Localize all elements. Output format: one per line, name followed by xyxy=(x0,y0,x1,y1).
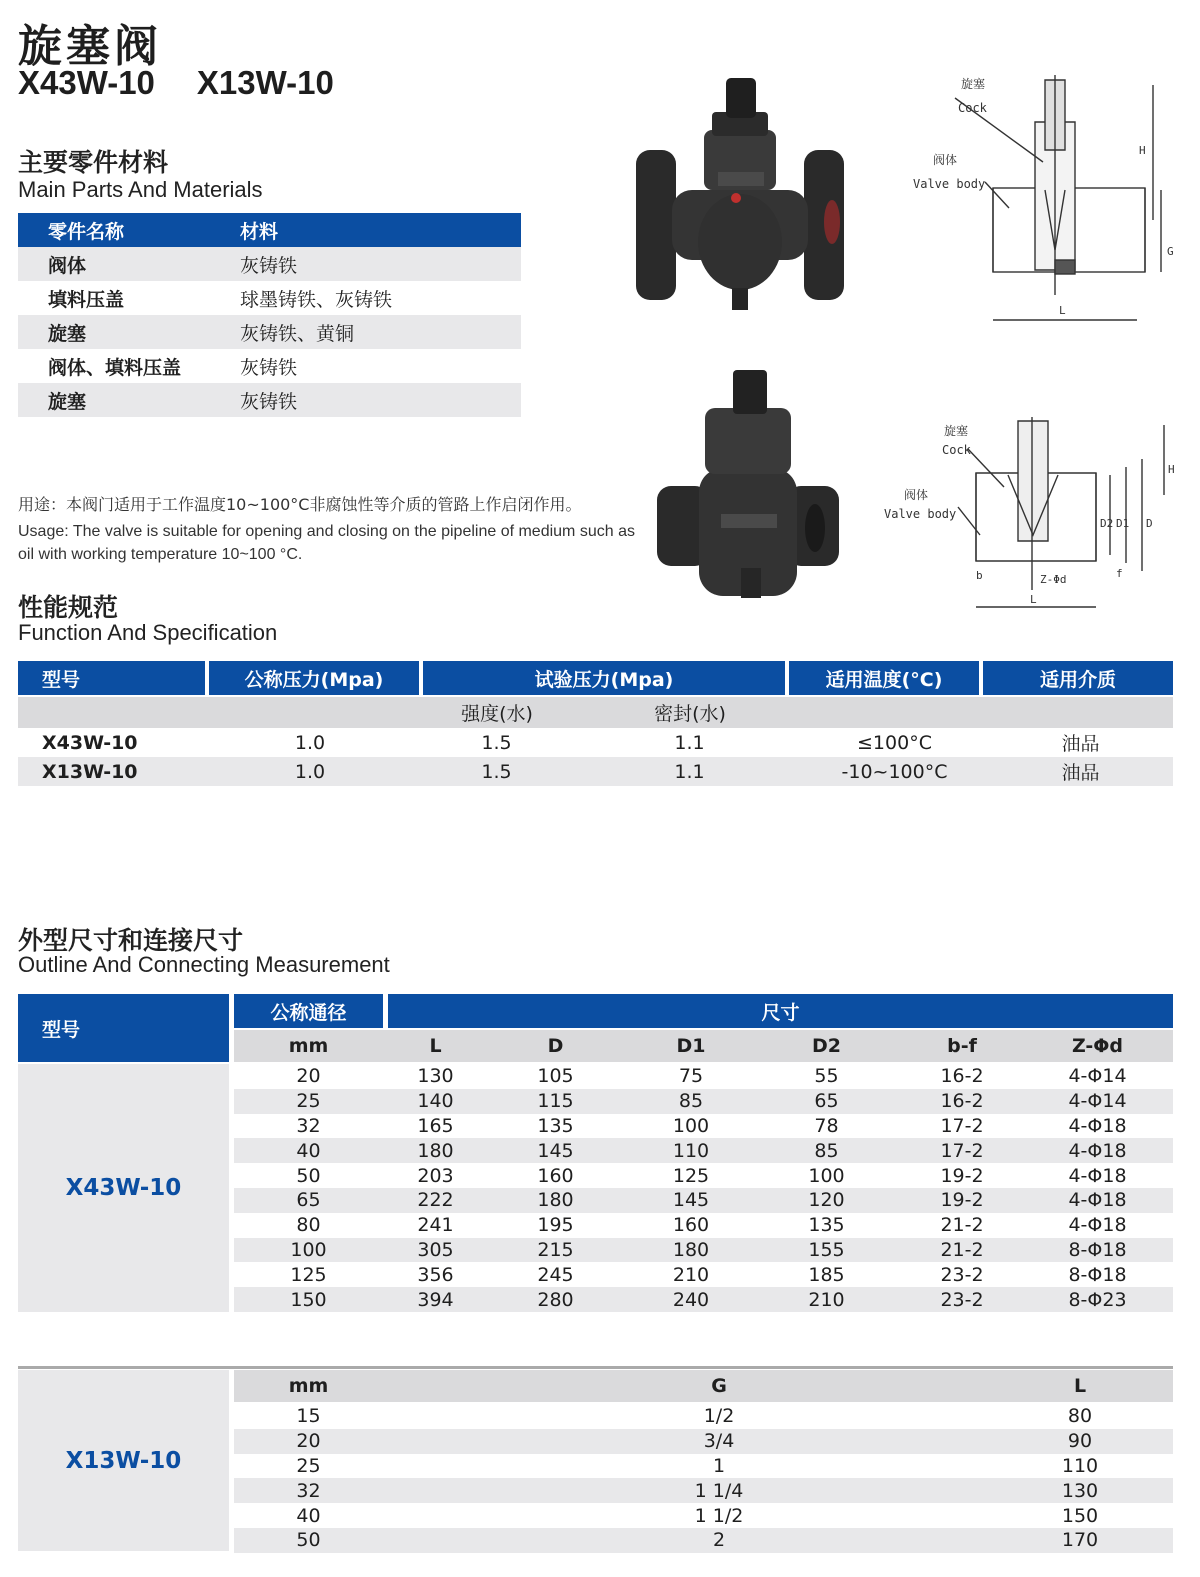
temperature: -10~100°C xyxy=(841,760,948,783)
d2-cell: 120 xyxy=(808,1189,845,1212)
flanged-plug-valve-photo xyxy=(632,72,847,317)
threaded-plug-valve-photo xyxy=(655,368,840,608)
d-cell: 245 xyxy=(537,1263,574,1286)
column-header: mm xyxy=(288,1035,329,1057)
zd-cell: 4-Φ18 xyxy=(1068,1189,1127,1212)
dn-cell: 15 xyxy=(296,1405,321,1428)
column-header: 材料 xyxy=(240,220,279,243)
d-cell: 160 xyxy=(537,1164,574,1187)
medium: 油品 xyxy=(1061,762,1100,784)
table-row xyxy=(18,728,1173,757)
g-cell: 3/4 xyxy=(703,1430,735,1453)
dn-cell: 50 xyxy=(296,1164,321,1187)
table-row xyxy=(18,349,521,383)
d1-cell: 210 xyxy=(672,1263,710,1286)
table-row xyxy=(234,1262,1173,1287)
materials-title-cn: 主要零件材料 xyxy=(18,148,169,177)
material: 球墨铸铁、灰铸铁 xyxy=(240,288,393,311)
drawing-dim-d: D xyxy=(1146,517,1153,530)
bf-cell: 17-2 xyxy=(940,1114,984,1137)
flanged-valve-drawing xyxy=(905,70,1185,335)
g-cell: 2 xyxy=(712,1529,726,1552)
bf-cell: 16-2 xyxy=(940,1090,984,1113)
page-title: 旋塞阀 xyxy=(18,21,162,72)
size-header: 尺寸 xyxy=(388,994,1173,1028)
model-a: X43W-10 xyxy=(18,64,155,101)
d2-cell: 78 xyxy=(814,1114,839,1137)
dn-cell: 32 xyxy=(296,1479,321,1502)
thread-table-body xyxy=(234,1404,1173,1553)
drawing-label-body-cn: 阀体 xyxy=(933,153,958,167)
column-header: L xyxy=(429,1035,442,1057)
zd-cell: 4-Φ18 xyxy=(1068,1139,1127,1162)
drawing-label-cock-cn: 旋塞 xyxy=(961,77,986,91)
d1-cell: 75 xyxy=(678,1065,704,1088)
outline-column-row xyxy=(234,1030,1173,1062)
drawing-label-cock-en: Cock xyxy=(942,443,971,457)
column-header: b-f xyxy=(947,1035,977,1057)
g-cell: 1 1/4 xyxy=(694,1479,744,1502)
dn-cell: 80 xyxy=(296,1214,321,1237)
zd-cell: 8-Φ18 xyxy=(1068,1238,1127,1261)
bf-cell: 23-2 xyxy=(940,1263,984,1286)
table-row xyxy=(234,1404,1173,1429)
materials-header-row xyxy=(18,213,521,247)
dn-cell: 32 xyxy=(296,1114,321,1137)
d1-cell: 110 xyxy=(672,1139,710,1162)
column-header: G xyxy=(711,1375,727,1397)
table-row xyxy=(234,1287,1173,1312)
table-row xyxy=(18,383,521,417)
nominal-pressure: 1.0 xyxy=(294,760,326,783)
d2-cell: 65 xyxy=(814,1090,839,1113)
l-cell: 305 xyxy=(417,1238,454,1261)
table-row xyxy=(234,1188,1173,1213)
l-cell: 394 xyxy=(417,1288,454,1311)
dn-cell: 40 xyxy=(296,1504,321,1527)
table-row xyxy=(18,315,521,349)
spec-table xyxy=(18,661,1173,786)
d-cell: 195 xyxy=(537,1214,574,1237)
d1-cell: 85 xyxy=(678,1090,704,1113)
bf-cell: 19-2 xyxy=(940,1164,984,1187)
drawing-label-body-cn: 阀体 xyxy=(904,488,929,502)
column-header: mm xyxy=(288,1375,329,1397)
drawing-label-cock-cn: 旋塞 xyxy=(944,424,969,438)
material: 灰铸铁、黄铜 xyxy=(240,322,355,345)
d2-cell: 100 xyxy=(808,1164,845,1187)
outline-title-en: Outline And Connecting Measurement xyxy=(18,952,390,977)
drawing-dim-d1: D1 xyxy=(1116,517,1130,530)
g-cell: 1 xyxy=(712,1454,726,1477)
drawing-dim-l: L xyxy=(1059,304,1066,317)
drawing-label-body-en: Valve body xyxy=(884,507,957,521)
table-row xyxy=(234,1454,1173,1479)
bf-cell: 21-2 xyxy=(940,1214,984,1237)
nominal-pressure: 1.0 xyxy=(294,731,326,754)
drawing-dim-f: f xyxy=(1116,567,1123,580)
table-row xyxy=(234,1429,1173,1454)
table-row xyxy=(234,1503,1173,1528)
model-cell: X13W-10 xyxy=(42,760,138,783)
model-header: 型号 xyxy=(18,994,229,1062)
d-cell: 180 xyxy=(537,1189,574,1212)
dn-cell: 150 xyxy=(290,1288,327,1311)
model-numbers xyxy=(18,64,334,102)
dn-cell: 50 xyxy=(296,1529,321,1552)
strength-pressure: 1.5 xyxy=(481,760,512,783)
d-cell: 135 xyxy=(537,1114,574,1137)
seal-pressure: 1.1 xyxy=(674,731,705,754)
column-header: 型号 xyxy=(18,661,205,695)
dn-cell: 25 xyxy=(296,1090,321,1113)
spec-title-cn: 性能规范 xyxy=(18,593,119,622)
table-row xyxy=(234,1089,1173,1114)
d1-cell: 125 xyxy=(672,1164,710,1187)
model-cell: X43W-10 xyxy=(42,731,138,754)
d-cell: 145 xyxy=(537,1139,574,1162)
l-cell: 222 xyxy=(417,1189,454,1212)
table-row xyxy=(234,1064,1173,1089)
l-cell: 203 xyxy=(417,1164,454,1187)
outline-title-cn: 外型尺寸和连接尺寸 xyxy=(18,926,244,955)
d-cell: 105 xyxy=(537,1065,574,1088)
d-cell: 115 xyxy=(537,1090,574,1113)
l-cell: 165 xyxy=(417,1114,454,1137)
zd-cell: 8-Φ18 xyxy=(1068,1263,1127,1286)
l-cell: 90 xyxy=(1067,1430,1093,1453)
threaded-valve-drawing xyxy=(880,415,1185,620)
materials-table xyxy=(18,213,521,417)
g-cell: 1/2 xyxy=(703,1405,735,1428)
d1-cell: 100 xyxy=(672,1114,710,1137)
dn-cell: 20 xyxy=(296,1430,321,1453)
column-header: 适用介质 xyxy=(983,661,1173,695)
strength-pressure: 1.5 xyxy=(481,731,512,754)
bf-cell: 19-2 xyxy=(940,1189,984,1212)
d1-cell: 180 xyxy=(672,1238,710,1261)
table-row xyxy=(234,1238,1173,1263)
drawing-dim-h: H xyxy=(1168,463,1175,476)
d1-cell: 145 xyxy=(672,1189,710,1212)
column-header: 试验压力(Mpa) xyxy=(423,661,785,695)
table-row xyxy=(234,1114,1173,1139)
d1-cell: 240 xyxy=(672,1288,710,1311)
subheader-seal: 密封(水) xyxy=(654,703,726,725)
l-cell: 80 xyxy=(1067,1405,1093,1428)
d1-cell: 160 xyxy=(672,1214,710,1237)
column-header: D1 xyxy=(676,1035,706,1057)
bf-cell: 23-2 xyxy=(940,1288,984,1311)
zd-cell: 4-Φ18 xyxy=(1068,1114,1127,1137)
drawing-label-body-en: Valve body xyxy=(913,177,986,191)
table-row xyxy=(234,1528,1173,1553)
d2-cell: 85 xyxy=(814,1139,839,1162)
dn-cell: 100 xyxy=(290,1238,327,1261)
zd-cell: 4-Φ18 xyxy=(1068,1164,1127,1187)
dn-cell: 40 xyxy=(296,1139,321,1162)
bf-cell: 17-2 xyxy=(940,1139,984,1162)
table-row xyxy=(234,1138,1173,1163)
table-row xyxy=(18,247,521,281)
column-header: 零件名称 xyxy=(48,220,125,243)
l-cell: 356 xyxy=(417,1263,454,1286)
d-cell: 280 xyxy=(537,1288,574,1311)
column-header: 适用温度(°C) xyxy=(789,661,979,695)
dn-cell: 25 xyxy=(296,1454,321,1477)
column-header: D2 xyxy=(812,1035,841,1057)
drawing-dim-z-phid: Z-Φd xyxy=(1040,573,1067,586)
part-name: 旋塞 xyxy=(48,390,87,413)
drawing-dim-l: L xyxy=(1030,593,1037,606)
table-row xyxy=(234,1213,1173,1238)
l-cell: 130 xyxy=(417,1065,454,1088)
d2-cell: 155 xyxy=(808,1238,845,1261)
column-header: D xyxy=(547,1035,564,1057)
spec-subheader-row xyxy=(18,697,1173,728)
part-name: 阀体、填料压盖 xyxy=(48,356,182,379)
table-row xyxy=(234,1478,1173,1503)
outline-table-body xyxy=(234,1064,1173,1312)
material: 灰铸铁 xyxy=(240,254,298,277)
drawing-label-cock-en: Cock xyxy=(958,101,987,115)
zd-cell: 4-Φ18 xyxy=(1068,1214,1127,1237)
drawing-dim-g: G xyxy=(1167,245,1174,258)
bf-cell: 16-2 xyxy=(940,1065,984,1088)
part-name: 旋塞 xyxy=(48,322,87,345)
temperature: ≤100°C xyxy=(857,731,932,754)
material: 灰铸铁 xyxy=(240,356,298,379)
column-header: 公称压力(Mpa) xyxy=(209,661,419,695)
dn-cell: 65 xyxy=(296,1189,321,1212)
outline-model-cell: X43W-10 xyxy=(18,1064,229,1312)
l-cell: 180 xyxy=(417,1139,454,1162)
medium: 油品 xyxy=(1061,733,1100,755)
drawing-dim-d2: D2 xyxy=(1100,517,1114,530)
part-name: 填料压盖 xyxy=(48,288,125,311)
section-divider xyxy=(18,1366,1173,1369)
dn-cell: 20 xyxy=(296,1065,321,1088)
spec-header-row xyxy=(18,661,1173,695)
seal-pressure: 1.1 xyxy=(674,760,705,783)
table-row xyxy=(18,281,521,315)
d2-cell: 185 xyxy=(808,1263,845,1286)
l-cell: 140 xyxy=(417,1090,454,1113)
part-name: 阀体 xyxy=(48,254,87,277)
thread-column-row xyxy=(234,1370,1173,1402)
thread-model-cell: X13W-10 xyxy=(18,1370,229,1551)
d2-cell: 135 xyxy=(808,1214,845,1237)
l-cell: 170 xyxy=(1061,1529,1099,1552)
usage-cn: 用途：本阀门适用于工作温度10~100°C非腐蚀性等介质的管路上作启闭作用。 xyxy=(18,495,582,514)
dn-cell: 125 xyxy=(290,1263,327,1286)
usage-en: Usage: The valve is suitable for opening and closing on the pipeline of medium such as oil with working temperature 10~100 °C. xyxy=(18,523,635,563)
l-cell: 110 xyxy=(1061,1454,1099,1477)
l-cell: 241 xyxy=(417,1214,454,1237)
drawing-dim-h: H xyxy=(1139,144,1146,157)
l-cell: 130 xyxy=(1061,1479,1099,1502)
zd-cell: 8-Φ23 xyxy=(1068,1288,1127,1311)
spec-title-en: Function And Specification xyxy=(18,620,278,645)
bf-cell: 21-2 xyxy=(940,1238,984,1261)
d2-cell: 210 xyxy=(808,1288,845,1311)
dn-header: 公称通径 xyxy=(234,994,383,1028)
l-cell: 150 xyxy=(1061,1504,1099,1527)
column-header: Z-Φd xyxy=(1071,1035,1124,1057)
g-cell: 1 1/2 xyxy=(694,1504,744,1527)
table-row xyxy=(18,757,1173,786)
d2-cell: 55 xyxy=(814,1065,839,1088)
column-header: L xyxy=(1073,1375,1087,1397)
materials-title-en: Main Parts And Materials xyxy=(18,177,263,202)
drawing-dim-b: b xyxy=(976,569,983,582)
subheader-strength: 强度(水) xyxy=(461,703,533,725)
d-cell: 215 xyxy=(537,1238,574,1261)
model-b: X13W-10 xyxy=(196,64,334,101)
zd-cell: 4-Φ14 xyxy=(1068,1090,1127,1113)
zd-cell: 4-Φ14 xyxy=(1068,1065,1127,1088)
material: 灰铸铁 xyxy=(240,390,298,413)
table-row xyxy=(234,1163,1173,1188)
